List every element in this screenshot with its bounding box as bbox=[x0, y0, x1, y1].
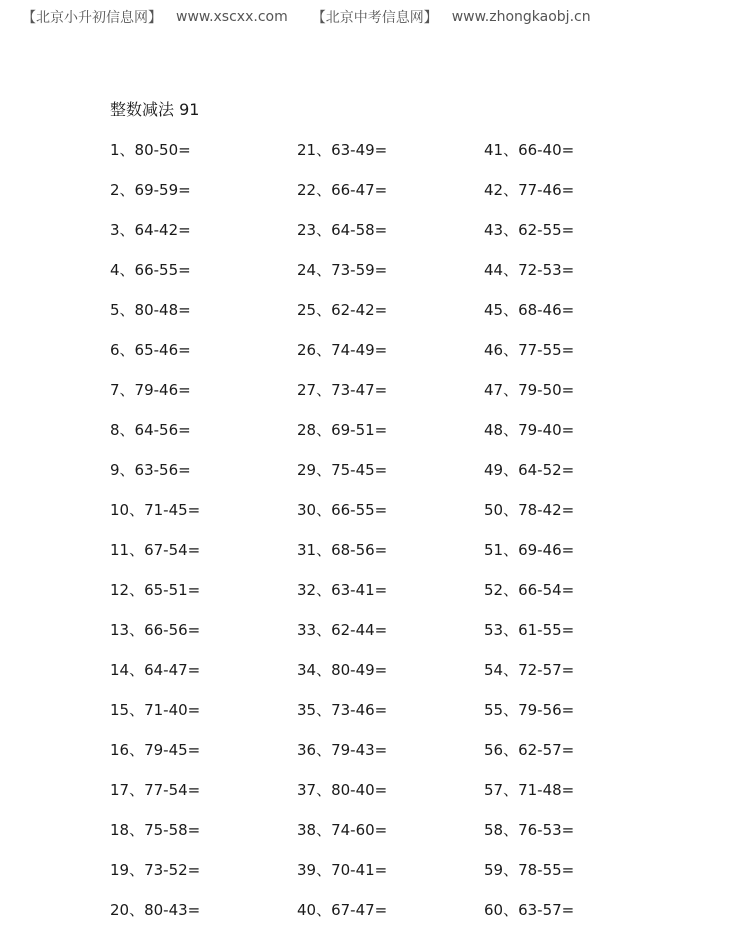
problem-item: 10、71-45= bbox=[110, 501, 201, 519]
problem-item: 45、68-46= bbox=[484, 301, 575, 319]
problem-item: 16、79-45= bbox=[110, 741, 201, 759]
page-header bbox=[22, 6, 591, 28]
problem-item: 47、79-50= bbox=[484, 381, 575, 399]
problem-item: 59、78-55= bbox=[484, 861, 575, 879]
problem-item: 39、70-41= bbox=[297, 861, 388, 879]
problem-item: 17、77-54= bbox=[110, 781, 201, 799]
problem-item: 22、66-47= bbox=[297, 181, 388, 199]
problem-item: 18、75-58= bbox=[110, 821, 201, 839]
problem-item: 24、73-59= bbox=[297, 261, 388, 279]
problem-item: 32、63-41= bbox=[297, 581, 388, 599]
problem-item: 35、73-46= bbox=[297, 701, 388, 719]
worksheet-title: 整数减法 91 bbox=[110, 100, 200, 119]
problem-item: 14、64-47= bbox=[110, 661, 201, 679]
problem-item: 15、71-40= bbox=[110, 701, 201, 719]
site1-name: 【北京小升初信息网】 bbox=[22, 10, 162, 26]
problem-item: 11、67-54= bbox=[110, 541, 201, 559]
problem-item: 20、80-43= bbox=[110, 901, 201, 919]
problem-item: 30、66-55= bbox=[297, 501, 388, 519]
problem-item: 8、64-56= bbox=[110, 421, 191, 439]
problem-item: 13、66-56= bbox=[110, 621, 201, 639]
problem-item: 37、80-40= bbox=[297, 781, 388, 799]
problem-item: 4、66-55= bbox=[110, 261, 191, 279]
site2-url[interactable]: www.zhongkaobj.cn bbox=[451, 9, 591, 25]
problem-item: 51、69-46= bbox=[484, 541, 575, 559]
site2-name: 【北京中考信息网】 bbox=[311, 10, 438, 26]
problem-item: 50、78-42= bbox=[484, 501, 575, 519]
problem-item: 46、77-55= bbox=[484, 341, 575, 359]
problem-item: 43、62-55= bbox=[484, 221, 575, 239]
problem-item: 56、62-57= bbox=[484, 741, 575, 759]
problem-item: 48、79-40= bbox=[484, 421, 575, 439]
problem-item: 34、80-49= bbox=[297, 661, 388, 679]
problem-item: 27、73-47= bbox=[297, 381, 388, 399]
problem-item: 38、74-60= bbox=[297, 821, 388, 839]
problem-item: 5、80-48= bbox=[110, 301, 191, 319]
problem-item: 19、73-52= bbox=[110, 861, 201, 879]
problem-item: 60、63-57= bbox=[484, 901, 575, 919]
problem-item: 28、69-51= bbox=[297, 421, 388, 439]
problem-item: 2、69-59= bbox=[110, 181, 191, 199]
problem-item: 41、66-40= bbox=[484, 141, 575, 159]
problem-item: 33、62-44= bbox=[297, 621, 388, 639]
problem-item: 6、65-46= bbox=[110, 341, 191, 359]
problem-item: 9、63-56= bbox=[110, 461, 191, 479]
problem-item: 57、71-48= bbox=[484, 781, 575, 799]
problem-item: 55、79-56= bbox=[484, 701, 575, 719]
problem-item: 54、72-57= bbox=[484, 661, 575, 679]
problem-item: 44、72-53= bbox=[484, 261, 575, 279]
problem-item: 58、76-53= bbox=[484, 821, 575, 839]
problem-item: 23、64-58= bbox=[297, 221, 388, 239]
problem-grid bbox=[110, 140, 670, 940]
problem-item: 3、64-42= bbox=[110, 221, 191, 239]
problem-item: 21、63-49= bbox=[297, 141, 388, 159]
problem-item: 12、65-51= bbox=[110, 581, 201, 599]
problem-item: 25、62-42= bbox=[297, 301, 388, 319]
problem-item: 40、67-47= bbox=[297, 901, 388, 919]
problem-item: 7、79-46= bbox=[110, 381, 191, 399]
problem-item: 52、66-54= bbox=[484, 581, 575, 599]
problem-item: 49、64-52= bbox=[484, 461, 575, 479]
problem-item: 26、74-49= bbox=[297, 341, 388, 359]
site1-url[interactable]: www.xscxx.com bbox=[176, 9, 288, 25]
problem-item: 42、77-46= bbox=[484, 181, 575, 199]
problem-item: 31、68-56= bbox=[297, 541, 388, 559]
problem-item: 1、80-50= bbox=[110, 141, 191, 159]
problem-item: 36、79-43= bbox=[297, 741, 388, 759]
problem-item: 29、75-45= bbox=[297, 461, 388, 479]
problem-item: 53、61-55= bbox=[484, 621, 575, 639]
